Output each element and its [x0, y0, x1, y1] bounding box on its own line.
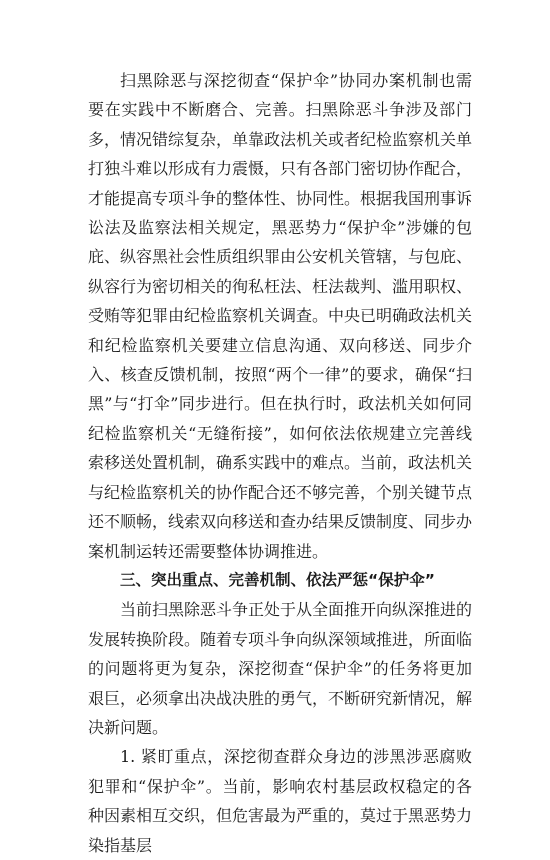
paragraph-point-one: 1. 紧盯重点，深挖彻查群众身边的涉黑涉恶腐败犯罪和“保护伞”。当前，影响农村基层政权稳定的各种因素相互交织，但危害最为严重的，莫过于黑恶势力染指基层: [88, 747, 473, 855]
paragraph-protective-umbrella-coordination: 扫黑除恶与深挖彻查“保护伞”协同办案机制也需要在实践中不断磨合、完善。扫黑除恶斗争涉及部门多，情况错综复杂，单靠政法机关或者纪检监察机关单打独斗难以形成有力震慑，只有各部门密切协作配合，才能提高专项斗争的整体性、协同性。根据我国刑事诉讼法及监察法相关规定，黑恶势力“保护伞”涉嫌的包庇、纵容黑社会性质组织罪由公安机关管辖，与包庇、纵容行为密切相关的徇私枉法、枉法裁判、滥用职权、受贿等犯罪由纪检监察机关调查。中央已明确政法机关和纪检监察机关要建立信息沟通、双向移送、同步介入、核查反馈机制，按照“两个一律”的要求，确保“扫黑”与“打伞”同步进行。但在执行时，政法机关如何同纪检监察机关“无缝衔接”，如何依法依规建立完善线索移送处置机制，确系实践中的难点。当前，政法机关与纪检监察机关的协作配合还不够完善，个别关键节点还不顺畅，线索双向移送和查办结果反馈制度、同步办案机制运转还需要整体协调推进。: [88, 71, 473, 561]
document-body: [88, 66, 472, 860]
paragraph-current-stage: 当前扫黑除恶斗争正处于从全面推开向纵深推进的发展转换阶段。随着专项斗争向纵深领域推进，所面临的问题将更为复杂，深挖彻查“保护伞”的任务将更加艰巨，必须拿出决战决胜的勇气，不断研究新情况，解决新问题。: [88, 600, 473, 737]
section-heading-three: 三、突出重点、完善机制、依法严惩“保护伞”: [120, 570, 435, 589]
